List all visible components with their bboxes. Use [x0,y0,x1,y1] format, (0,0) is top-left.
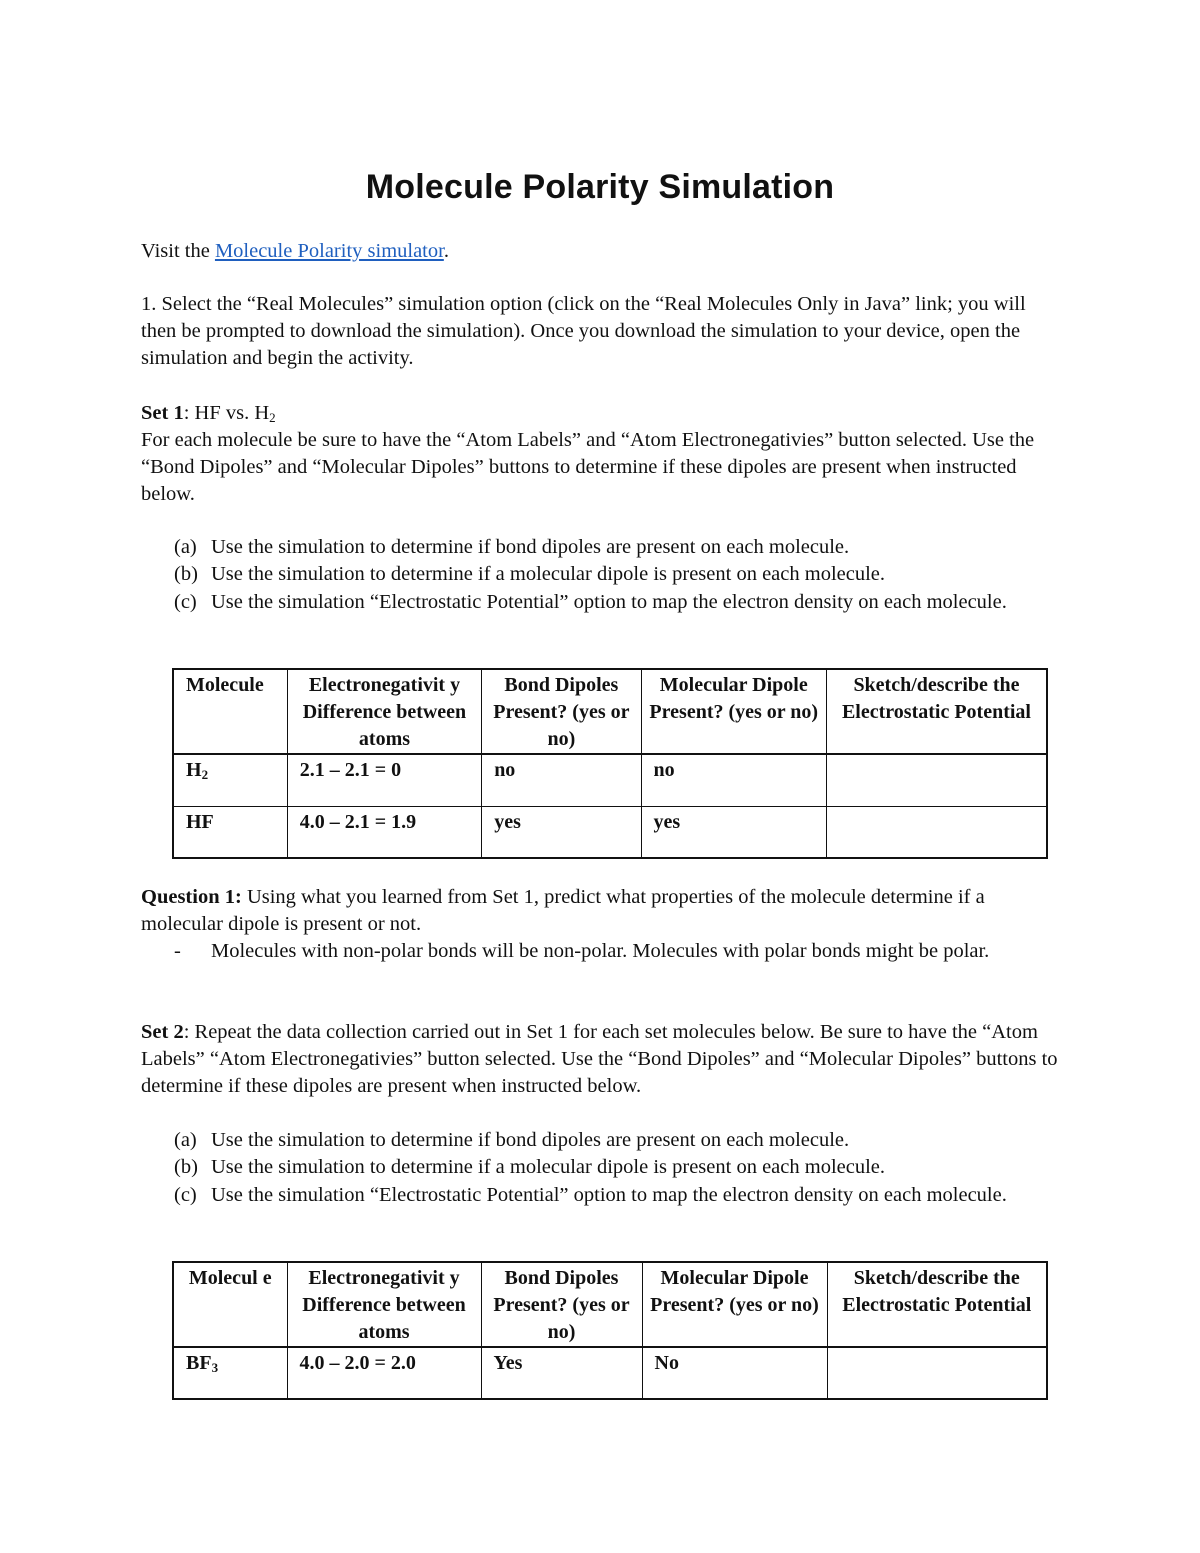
list-text: Use the simulation “Electrostatic Potential” option to map the electron density on each molecule. [211,1183,1007,1206]
list-item [174,1127,1054,1154]
simulator-link[interactable]: Molecule Polarity simulator [214,240,444,262]
list-item [174,534,1054,561]
set2-task-list [174,1127,1054,1209]
answer-text: Molecules with non-polar bonds will be non-polar. Molecules with polar bonds might be polar. [211,940,990,962]
list-marker: (c) [174,590,197,613]
cell-bond-dipoles: yes [482,806,641,858]
cell-electrostatic[interactable] [826,754,1047,806]
molecule-formula: HF [186,810,214,833]
header-bond-dipoles: Bond Dipoles Present? (yes or no) [481,1262,642,1347]
step1-paragraph: 1. Select the “Real Molecules” simulation option (click on the “Real Molecules Only in Java” link; you will then be prompted to download the simulation). Once you download the simulation to your device, open the simulation and begin the activity. [141,293,1026,369]
molecule-subscript: 2 [201,767,209,782]
molecule-formula: H [186,759,202,781]
list-marker: (b) [174,1156,198,1179]
molecule-formula: BF [186,1352,212,1374]
cell-bond-dipoles: Yes [481,1347,642,1399]
header-electrostatic: Sketch/describe the Electrostatic Potential [827,1262,1047,1347]
cell-en-difference: 4.0 – 2.0 = 2.0 [287,1347,481,1399]
set1-instructions: For each molecule be sure to have the “Atom Labels” and “Atom Electronegativies” button selected. Use the “Bond Dipoles” and “Molecular Dipoles” buttons to determine if these dipoles are present when instructed below. [141,429,1035,505]
cell-en-difference: 2.1 – 2.1 = 0 [287,754,481,806]
dash-marker: - [174,940,181,962]
list-marker: (c) [174,1183,197,1206]
cell-molecule [173,1347,287,1399]
set1-title: : HF vs. H [183,402,270,424]
header-bond-dipoles: Bond Dipoles Present? (yes or no) [482,669,641,754]
table-row [173,1347,1047,1399]
intro-paragraph [141,238,1061,265]
table-row [173,806,1047,858]
list-item [174,1182,1054,1209]
list-text: Use the simulation to determine if bond dipoles are present on each molecule. [211,1129,850,1151]
page-title: Molecule Polarity Simulation [365,168,835,206]
header-en-difference: Electronegativit y Difference between atoms [287,1262,481,1347]
cell-en-difference: 4.0 – 2.1 = 1.9 [287,806,481,858]
list-text: Use the simulation “Electrostatic Potential” option to map the electron density on each molecule. [211,590,1007,613]
cell-molecular-dipole: no [641,754,826,806]
table-row [173,754,1047,806]
intro-suffix: . [443,240,449,262]
set1-subscript: 2 [269,410,276,425]
set1-task-list [174,534,1054,616]
set2-table [172,1261,1048,1400]
table-header-row [173,669,1047,754]
question1-answer [174,938,1054,965]
header-molecular-dipole: Molecular Dipole Present? (yes or no) [641,669,826,754]
question1-paragraph [141,884,1061,938]
list-marker: (b) [174,563,198,586]
set1-table [172,668,1048,859]
header-molecular-dipole: Molecular Dipole Present? (yes or no) [642,1262,827,1347]
cell-molecular-dipole: No [642,1347,827,1399]
cell-electrostatic[interactable] [827,1347,1047,1399]
molecule-subscript: 3 [211,1360,219,1375]
list-item [174,589,1054,616]
cell-bond-dipoles: no [482,754,641,806]
table-header-row [173,1262,1047,1347]
set1-label: Set 1 [141,402,184,424]
cell-molecule [173,754,287,806]
question1-label: Question 1: [141,886,242,908]
cell-electrostatic[interactable] [826,806,1047,858]
list-text: Use the simulation to determine if a molecular dipole is present on each molecule. [211,1156,886,1179]
intro-prefix: Visit the [141,240,215,262]
cell-molecule [173,806,287,858]
header-electrostatic: Sketch/describe the Electrostatic Potential [826,669,1047,754]
set1-heading [141,400,1061,427]
header-molecule: Molecule [173,669,287,754]
cell-molecular-dipole: yes [641,806,826,858]
list-item [174,561,1054,588]
set2-label: Set 2 [141,1021,184,1043]
question1-text: Using what you learned from Set 1, predict what properties of the molecule determine if a molecular dipole is present or not. [141,886,985,935]
set2-text: : Repeat the data collection carried out in Set 1 for each set molecules below. Be sure to have the “Atom Labels” “Atom Electronegativies” button selected. Use the “Bond Dipoles” and “Molecular Dipoles” buttons to determine if these dipoles are present when instructed below. [141,1021,1058,1097]
header-en-difference: Electronegativit y Difference between atoms [287,669,481,754]
list-marker: (a) [174,536,197,558]
list-text: Use the simulation to determine if bond dipoles are present on each molecule. [211,536,850,558]
list-marker: (a) [174,1129,197,1151]
header-molecule: Molecul e [173,1262,287,1347]
set2-paragraph [141,1019,1061,1100]
list-item [174,1154,1054,1181]
list-text: Use the simulation to determine if a molecular dipole is present on each molecule. [211,563,886,586]
